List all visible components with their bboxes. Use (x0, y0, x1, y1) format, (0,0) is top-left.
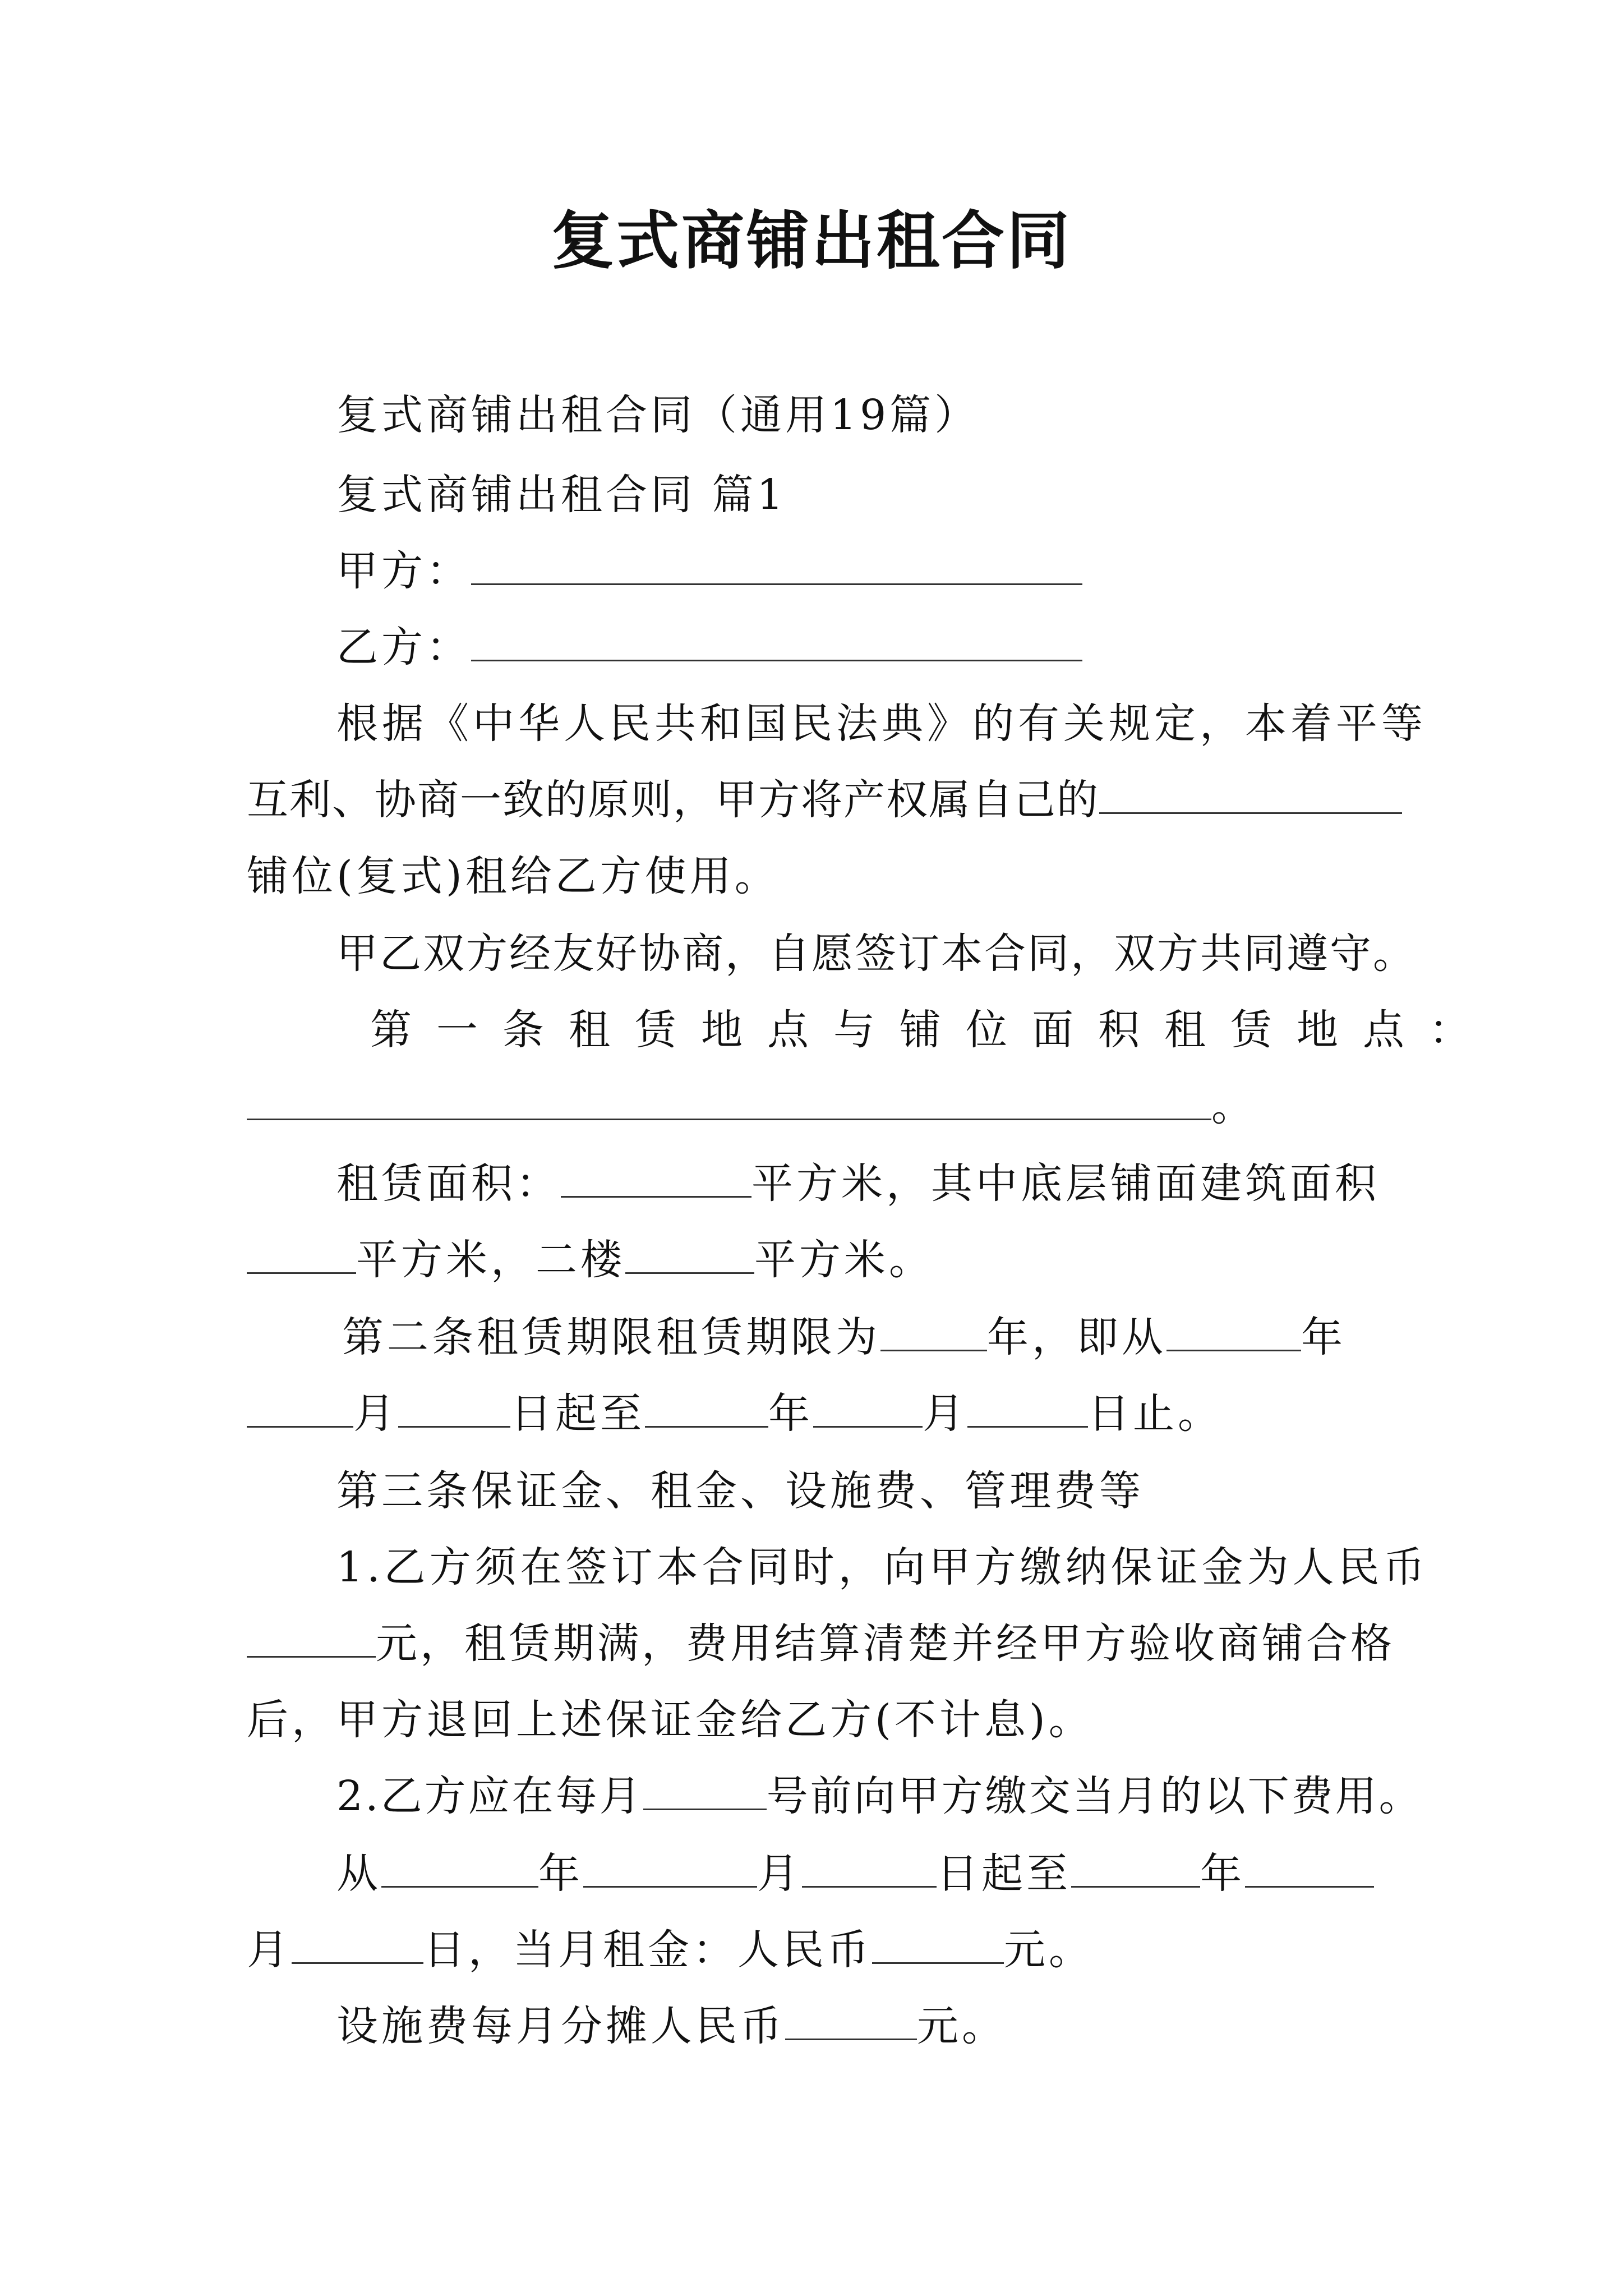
end-year-blank (645, 1392, 768, 1428)
payment-day-blank (643, 1775, 767, 1810)
doc-line-clause-1-cont (247, 1616, 1395, 1672)
month-unit: 月 (923, 1389, 967, 1438)
party-a-label: 甲方： (336, 547, 471, 595)
party-a-blank (471, 550, 1082, 585)
doc-line-article-3: 第三条保证金、租金、设施费、管理费等 (336, 1467, 1144, 1515)
second-floor-blank (625, 1239, 754, 1274)
doc-line-paragraph: 铺位(复式)租给乙方使用。 (247, 852, 780, 900)
rent-end-month-blank (1245, 1852, 1374, 1888)
rent-date-text: 日起至 (937, 1849, 1071, 1898)
clause-text: 元，租赁期满，费用结算清楚并经甲方验收商铺合格 (376, 1619, 1395, 1668)
doc-line-area (336, 1156, 1380, 1212)
doc-line-clause-1-end: 后，甲方退回上述保证金给乙方(不计息)。 (247, 1696, 1094, 1744)
doc-line-area-detail (247, 1232, 934, 1288)
line-end-mark: 。 (1211, 1082, 1256, 1130)
area-text: 平方米，其中底层铺面建筑面积 (751, 1159, 1380, 1208)
year-unit: 年 (538, 1849, 583, 1898)
party-b-blank (471, 626, 1082, 661)
doc-line-clause-1: 1.乙方须在签订本合同时，向甲方缴纳保证金为人民币 (336, 1543, 1429, 1591)
area-detail-end: 平方米。 (754, 1236, 934, 1284)
month-unit: 月 (353, 1389, 398, 1438)
clause-2-text-end: 号前向甲方缴交当月的以下费用。 (766, 1772, 1423, 1820)
end-day-blank (967, 1392, 1088, 1428)
month-unit: 月 (757, 1849, 802, 1898)
year-unit: 年 (1200, 1849, 1245, 1898)
area-detail-text: 平方米，二楼 (356, 1236, 625, 1284)
doc-line-party-b (336, 619, 1082, 675)
doc-line-rent-amount (247, 1922, 1094, 1978)
location-blank (1099, 779, 1402, 814)
term-text-2: 年，即从 (987, 1313, 1166, 1361)
doc-line-paragraph: 根据《中华人民共和国民法典》的有关规定，本着平等 (336, 700, 1427, 748)
doc-line-term-dates (247, 1386, 1223, 1442)
rent-start-year-blank (381, 1852, 538, 1888)
paragraph-text: 互利、协商一致的原则，甲方将产权属自己的 (247, 776, 1099, 824)
doc-line-collection-title: 复式商铺出租合同（通用19篇） (336, 391, 980, 439)
term-years-blank (880, 1316, 987, 1351)
doc-line-clause-2 (336, 1768, 1423, 1824)
term-text: 第二条租赁期限租赁期限为 (342, 1313, 880, 1361)
deposit-blank (247, 1622, 376, 1658)
rent-from-label: 从 (336, 1849, 381, 1898)
date-end-text: 日止。 (1088, 1389, 1223, 1438)
year-unit: 年 (768, 1389, 813, 1438)
date-text: 日起至 (510, 1389, 645, 1438)
start-day-blank (398, 1392, 510, 1428)
year-unit: 年 (1301, 1313, 1346, 1361)
doc-line-facility-fee (336, 1998, 1007, 2054)
doc-line-chapter-heading: 复式商铺出租合同 篇1 (336, 471, 787, 519)
page-title: 复式商铺出租合同 (551, 205, 1072, 278)
start-year-blank (1166, 1316, 1301, 1351)
clause-2-text: 2.乙方应在每月 (336, 1772, 643, 1820)
area-label: 租赁面积： (336, 1159, 561, 1208)
doc-line-address-blank (247, 1078, 1256, 1134)
address-blank (247, 1085, 1211, 1120)
end-month-blank (813, 1392, 923, 1428)
rent-end-year-blank (1071, 1852, 1200, 1888)
doc-line-paragraph: 甲乙双方经友好协商，自愿签订本合同，双方共同遵守。 (336, 930, 1416, 978)
month-unit: 月 (247, 1926, 292, 1974)
doc-line-rent-period (336, 1846, 1374, 1902)
rent-end-day-blank (292, 1929, 423, 1964)
doc-line-paragraph (247, 772, 1402, 828)
ground-floor-blank (247, 1239, 356, 1274)
facility-fee-text: 设施费每月分摊人民币 (336, 2002, 785, 2050)
doc-line-article-1: 第一条租赁地点与铺位面积租赁地点： (370, 1006, 1495, 1054)
doc-line-article-2 (342, 1309, 1346, 1365)
doc-line-party-a (336, 543, 1082, 599)
facility-fee-blank (785, 2005, 917, 2040)
yuan-unit: 元。 (917, 2002, 1007, 2050)
rent-amount-blank (872, 1929, 1004, 1964)
rent-start-month-blank (583, 1852, 757, 1888)
rent-start-day-blank (802, 1852, 937, 1888)
party-b-label: 乙方： (336, 623, 471, 671)
area-blank (561, 1162, 751, 1198)
start-month-blank (247, 1392, 353, 1428)
yuan-unit: 元。 (1004, 1926, 1094, 1974)
rent-amount-text: 日，当月租金：人民币 (423, 1926, 872, 1974)
